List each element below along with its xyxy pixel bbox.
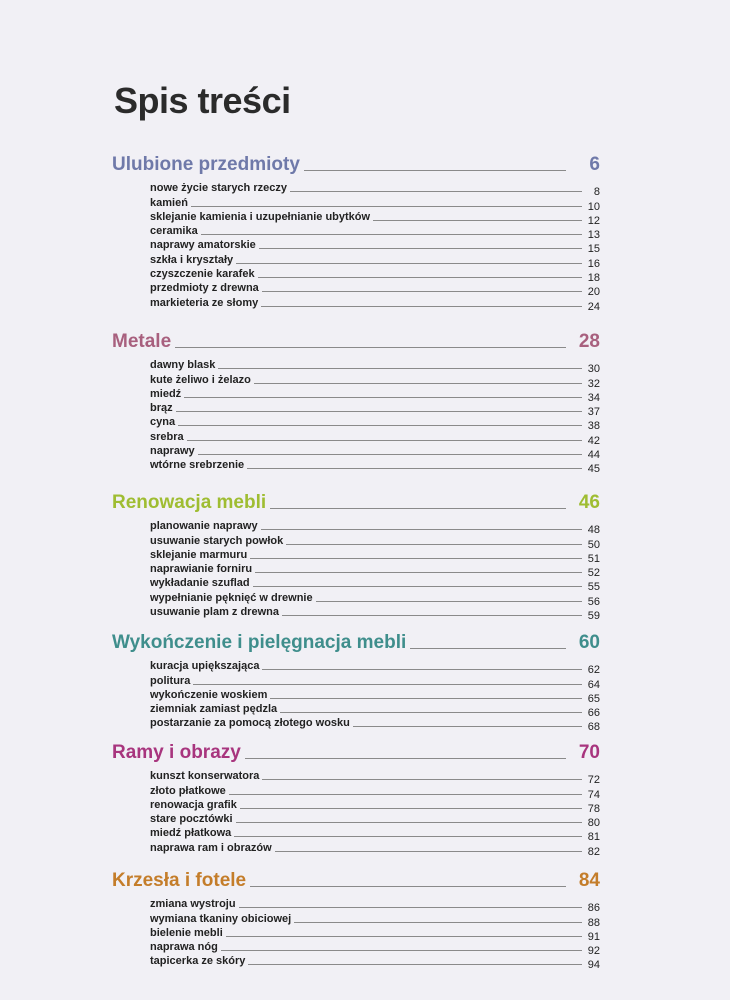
entry-page-number: 32 [587, 377, 600, 390]
toc-entry[interactable] [150, 896, 600, 915]
toc-entry[interactable] [150, 532, 600, 551]
toc-entry[interactable] [150, 768, 600, 787]
toc-entry[interactable] [150, 782, 600, 801]
page-title: Spis treści [114, 80, 291, 121]
toc-entry[interactable] [150, 939, 600, 958]
toc-section [112, 150, 600, 313]
leader-line [262, 291, 582, 292]
section-items [112, 518, 600, 623]
toc-entry[interactable] [150, 687, 600, 705]
entry-label: szkła i kryształy [150, 253, 234, 266]
leader-line [176, 411, 582, 412]
entry-label: przedmioty z drewna [150, 282, 259, 295]
entry-label: kunszt konserwatora [150, 770, 260, 783]
entry-label: markieteria ze słomy [150, 296, 259, 309]
leader-line [304, 170, 566, 171]
toc-entry[interactable] [150, 658, 600, 677]
toc-section [112, 327, 600, 476]
entry-page-number: 30 [587, 363, 600, 376]
toc-entry[interactable] [150, 294, 600, 313]
leader-line [250, 558, 582, 559]
entry-page-number: 62 [587, 664, 600, 677]
leader-line [191, 206, 582, 207]
entry-label: wtórne srebrzenie [150, 459, 245, 472]
section-title: Metale [112, 331, 172, 352]
entry-label: czyszczenie karafek [150, 268, 255, 281]
leader-line [286, 544, 582, 545]
leader-line [282, 615, 582, 616]
entry-label: renowacja grafik [150, 798, 237, 811]
entry-label: naprawianie forniru [150, 563, 253, 576]
entry-label: dawny blask [150, 359, 216, 372]
leader-line [290, 191, 582, 192]
section-page-number: 60 [578, 632, 600, 653]
section-heading[interactable] [112, 488, 600, 514]
leader-line [236, 263, 582, 264]
toc-entry[interactable] [150, 371, 600, 390]
entry-page-number: 18 [587, 272, 600, 285]
leader-line [236, 822, 582, 823]
section-heading[interactable] [112, 628, 600, 654]
leader-line [178, 425, 582, 426]
section-title: Renowacja mebli [112, 492, 267, 513]
entry-page-number: 13 [587, 229, 600, 242]
entry-label: naprawy [150, 445, 195, 458]
toc-entry[interactable] [150, 672, 600, 691]
toc-entry[interactable] [150, 839, 600, 858]
leader-line [353, 726, 582, 727]
entry-page-number: 68 [587, 721, 600, 734]
entry-label: kuracja upiększająca [150, 660, 260, 673]
entry-page-number: 51 [587, 552, 600, 565]
section-items [112, 658, 600, 734]
section-page-number: 70 [578, 742, 600, 763]
entry-label: ceramika [150, 225, 198, 238]
entry-page-number: 12 [587, 214, 600, 227]
leader-line [239, 907, 582, 908]
entry-page-number: 37 [587, 406, 600, 419]
toc-entry[interactable] [150, 237, 600, 256]
leader-line [248, 964, 582, 965]
toc-entry[interactable] [150, 414, 600, 433]
toc-entry[interactable] [150, 386, 600, 404]
entry-label: kamień [150, 196, 188, 209]
section-title: Wykończenie i pielęgnacja mebli [112, 632, 407, 653]
section-heading[interactable] [112, 327, 600, 353]
leader-line [262, 779, 582, 780]
entry-page-number: 55 [587, 581, 600, 594]
toc-entry[interactable] [150, 194, 600, 213]
leader-line [187, 440, 582, 441]
section-items [112, 180, 600, 313]
entry-page-number: 78 [587, 802, 600, 815]
leader-line [261, 529, 582, 530]
entry-page-number: 15 [587, 243, 600, 256]
leader-line [198, 454, 582, 455]
toc-entry[interactable] [150, 561, 600, 580]
entry-page-number: 24 [587, 300, 600, 313]
section-page-number: 6 [589, 154, 600, 175]
entry-label: srebra [150, 430, 184, 443]
toc-entry[interactable] [150, 518, 600, 537]
entry-page-number: 45 [587, 463, 600, 476]
entry-label: postarzanie za pomocą złotego wosku [150, 717, 350, 730]
section-page-number: 84 [578, 870, 600, 891]
entry-page-number: 8 [593, 186, 600, 199]
leader-line [261, 306, 582, 307]
section-page-number: 28 [578, 331, 600, 352]
leader-line [193, 684, 582, 685]
leader-line [275, 851, 582, 852]
leader-line [258, 277, 582, 278]
entry-page-number: 86 [587, 902, 600, 915]
section-items [112, 768, 600, 858]
entry-page-number: 74 [587, 788, 600, 801]
entry-label: sklejanie kamienia i uzupełnianie ubytków [150, 210, 371, 223]
toc-entry[interactable] [150, 180, 600, 199]
entry-label: wykładanie szuflad [150, 577, 250, 590]
toc-entry[interactable] [150, 443, 600, 462]
entry-page-number: 59 [587, 610, 600, 623]
entry-page-number: 50 [587, 538, 600, 551]
entry-label: tapicerka ze skóry [150, 955, 246, 968]
entry-page-number: 52 [587, 567, 600, 580]
leader-line [229, 794, 582, 795]
toc-entry[interactable] [150, 357, 600, 376]
toc-section [112, 866, 600, 972]
entry-label: zmiana wystroju [150, 898, 236, 911]
entry-label: politura [150, 674, 191, 687]
entry-label: ziemniak zamiast pędzla [150, 703, 278, 716]
leader-line [226, 936, 582, 937]
leader-line [316, 601, 582, 602]
toc-entry[interactable] [150, 457, 600, 476]
toc-entry[interactable] [150, 428, 600, 447]
toc-entry[interactable] [150, 547, 600, 565]
section-heading[interactable] [112, 738, 600, 764]
entry-page-number: 88 [587, 916, 600, 929]
toc-section [112, 628, 600, 734]
entry-page-number: 10 [587, 200, 600, 213]
section-page-number: 46 [578, 492, 600, 513]
toc-entry[interactable] [150, 715, 600, 734]
toc-entry[interactable] [150, 953, 600, 972]
section-heading[interactable] [112, 866, 600, 892]
leader-line [250, 886, 566, 887]
entry-label: sklejanie marmuru [150, 548, 248, 561]
entry-label: brąz [150, 402, 173, 415]
section-items [112, 357, 600, 476]
entry-label: wypełnianie pęknięć w drewnie [150, 591, 313, 604]
leader-line [255, 572, 582, 573]
entry-label: wykończenie woskiem [150, 688, 268, 701]
entry-label: naprawy amatorskie [150, 239, 256, 252]
toc-entry[interactable] [150, 251, 600, 270]
toc-entry[interactable] [150, 280, 600, 299]
entry-label: bielenie mebli [150, 926, 223, 939]
leader-line [240, 808, 582, 809]
entry-page-number: 81 [587, 831, 600, 844]
entry-label: usuwanie starych powłok [150, 534, 284, 547]
entry-page-number: 80 [587, 817, 600, 830]
entry-page-number: 56 [587, 595, 600, 608]
section-items [112, 896, 600, 972]
leader-line [254, 383, 582, 384]
leader-line [373, 220, 582, 221]
entry-page-number: 65 [587, 692, 600, 705]
leader-line [294, 922, 582, 923]
entry-label: usuwanie plam z drewna [150, 606, 279, 619]
entry-label: planowanie naprawy [150, 520, 258, 533]
toc-entry[interactable] [150, 223, 600, 242]
toc-section [112, 488, 600, 623]
entry-page-number: 48 [587, 524, 600, 537]
toc-entry[interactable] [150, 825, 600, 844]
entry-page-number: 91 [587, 930, 600, 943]
toc-entry[interactable] [150, 811, 600, 830]
section-title: Krzesła i fotele [112, 870, 247, 891]
toc-entry[interactable] [150, 209, 600, 227]
entry-label: miedź [150, 387, 182, 400]
leader-line [245, 758, 566, 759]
leader-line [280, 712, 582, 713]
entry-page-number: 20 [587, 286, 600, 299]
entry-page-number: 34 [587, 391, 600, 404]
leader-line [184, 397, 582, 398]
leader-line [218, 368, 582, 369]
toc-entry[interactable] [150, 604, 600, 623]
leader-line [247, 468, 582, 469]
entry-page-number: 92 [587, 945, 600, 958]
entry-page-number: 44 [587, 449, 600, 462]
toc-entry[interactable] [150, 701, 600, 720]
section-title: Ulubione przedmioty [112, 154, 300, 175]
section-title: Ramy i obrazy [112, 742, 241, 763]
entry-label: kute żeliwo i żelazo [150, 373, 251, 386]
toc-entry[interactable] [150, 797, 600, 815]
entry-label: wymiana tkaniny obiciowej [150, 912, 292, 925]
entry-label: naprawa ram i obrazów [150, 841, 272, 854]
entry-page-number: 38 [587, 420, 600, 433]
toc-entry[interactable] [150, 589, 600, 608]
entry-label: złoto płatkowe [150, 784, 226, 797]
entry-label: naprawa nóg [150, 941, 218, 954]
entry-label: miedź płatkowa [150, 827, 232, 840]
leader-line [175, 347, 566, 348]
leader-line [221, 950, 582, 951]
entry-page-number: 16 [587, 257, 600, 270]
toc-entry[interactable] [150, 910, 600, 929]
leader-line [270, 698, 582, 699]
leader-line [410, 648, 566, 649]
leader-line [262, 669, 582, 670]
toc-entry[interactable] [150, 575, 600, 594]
entry-page-number: 72 [587, 774, 600, 787]
entry-page-number: 64 [587, 678, 600, 691]
leader-line [259, 248, 582, 249]
leader-line [253, 586, 582, 587]
entry-page-number: 42 [587, 434, 600, 447]
toc-entry[interactable] [150, 400, 600, 419]
toc-entry[interactable] [150, 925, 600, 943]
leader-line [270, 508, 566, 509]
entry-page-number: 94 [587, 959, 600, 972]
toc-entry[interactable] [150, 266, 600, 285]
toc-section [112, 738, 600, 858]
entry-label: nowe życie starych rzeczy [150, 182, 287, 195]
leader-line [234, 836, 582, 837]
entry-page-number: 66 [587, 707, 600, 720]
section-heading[interactable] [112, 150, 600, 176]
entry-page-number: 82 [587, 845, 600, 858]
leader-line [201, 234, 582, 235]
entry-label: cyna [150, 416, 176, 429]
entry-label: stare pocztówki [150, 813, 233, 826]
